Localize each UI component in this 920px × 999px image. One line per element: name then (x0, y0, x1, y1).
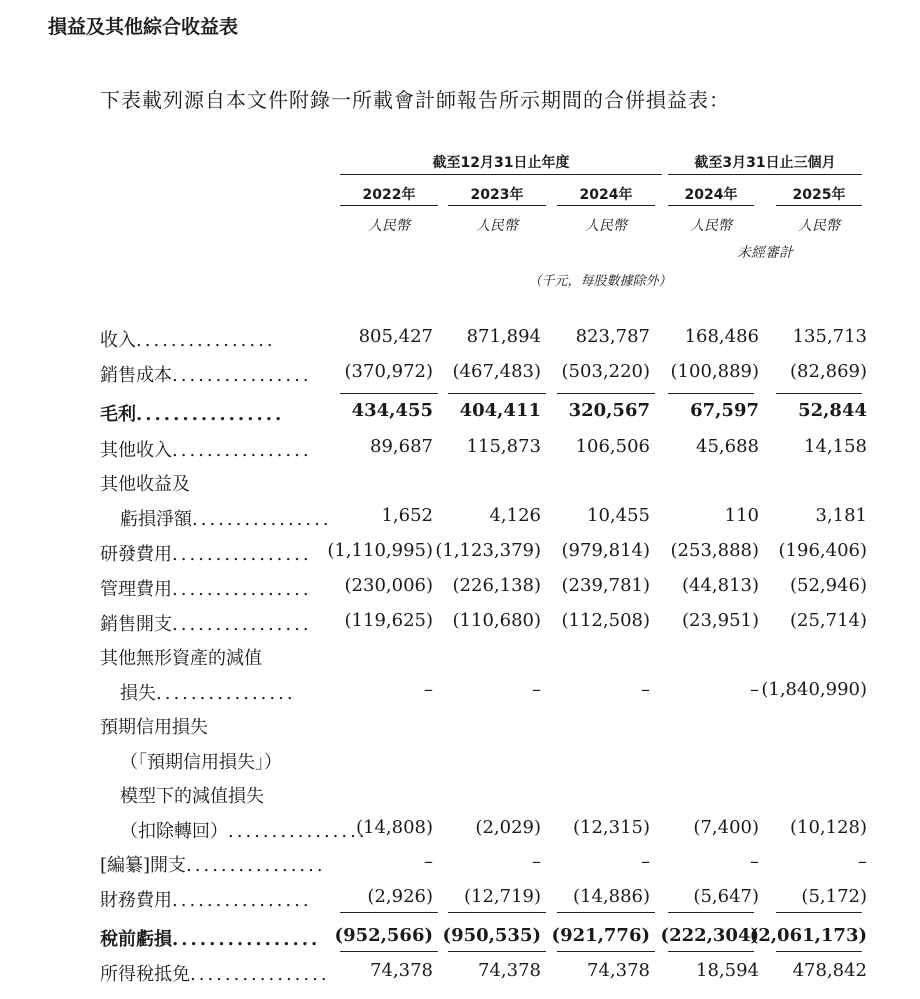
currency-label: 人民幣 (798, 218, 840, 234)
subtotal-rule (776, 912, 862, 913)
value-cell: – (641, 679, 650, 700)
value-cell: – (424, 679, 433, 700)
group-underline-years (340, 174, 662, 175)
row-label (120, 782, 315, 808)
subtotal-rule (340, 951, 438, 952)
year-header: 2023年 (470, 187, 524, 203)
row-label-text: 損失 (120, 683, 156, 704)
row-label (100, 436, 315, 462)
leader-dots: ................ (172, 440, 312, 461)
intro-text: 下表載列源自本文件附錄一所載會計師報告所示期間的合併損益表： (100, 88, 730, 112)
value-cell: (230,006) (344, 575, 433, 596)
value-cell: 168,486 (684, 326, 759, 347)
value-cell: 805,427 (358, 326, 433, 347)
subtotal-rule (340, 912, 438, 913)
value-cell: (1,840,990) (761, 679, 867, 700)
value-cell: 404,411 (459, 400, 541, 421)
value-cell: – (750, 851, 759, 872)
row-label (100, 960, 330, 986)
value-cell: (7,400) (693, 817, 759, 838)
row-label-text: 管理費用 (100, 579, 172, 600)
value-cell: (110,680) (452, 610, 541, 631)
value-cell: (2,061,173) (749, 925, 867, 946)
currency-label: 人民幣 (585, 218, 627, 234)
subtotal-rule (668, 912, 754, 913)
header-group-years: 截至12月31日止年度 (432, 155, 570, 171)
value-cell: 14,158 (804, 436, 867, 457)
value-cell: (5,172) (801, 886, 867, 907)
row-label (100, 326, 315, 352)
value-cell: 74,378 (478, 960, 541, 981)
value-cell: (82,869) (789, 361, 867, 382)
row-label (100, 575, 315, 601)
value-cell: (950,535) (442, 925, 541, 946)
value-cell: (503,220) (561, 361, 650, 382)
row-label-text: 研發費用 (100, 544, 172, 565)
row-label-text: 其他無形資產的減值 (100, 648, 262, 669)
row-label (100, 851, 326, 877)
row-label-text: [編纂]開支 (100, 855, 187, 876)
row-label (100, 610, 315, 636)
value-cell: 478,842 (792, 960, 867, 981)
leader-dots: ................ (228, 821, 368, 842)
row-label-text: 其他收入 (100, 440, 172, 461)
value-cell: (10,128) (789, 817, 867, 838)
value-cell: (14,886) (572, 886, 650, 907)
row-label (120, 505, 332, 531)
value-cell: – (750, 679, 759, 700)
value-cell: – (424, 851, 433, 872)
row-label (100, 361, 315, 387)
year-underline (668, 205, 754, 206)
value-cell: (222,304) (660, 925, 759, 946)
value-cell: 3,181 (815, 505, 867, 526)
value-cell: (12,315) (572, 817, 650, 838)
value-cell: 135,713 (792, 326, 867, 347)
row-label-text: 稅前虧損 (100, 929, 172, 950)
value-cell: (14,808) (355, 817, 433, 838)
year-header: 2022年 (362, 187, 416, 203)
unaudited-label: 未經審計 (737, 245, 793, 261)
value-cell: 115,873 (466, 436, 541, 457)
row-label-text: 所得稅抵免 (100, 964, 190, 985)
row-label (100, 470, 315, 496)
leader-dots: ................ (172, 365, 312, 386)
group-underline-quarter (668, 174, 862, 175)
leader-dots: ................ (172, 614, 312, 635)
currency-label: 人民幣 (368, 218, 410, 234)
value-cell: (467,483) (452, 361, 541, 382)
subtotal-rule (776, 951, 862, 952)
value-cell: (253,888) (670, 540, 759, 561)
page-title: 損益及其他綜合收益表 (48, 16, 239, 38)
row-label (100, 540, 315, 566)
leader-dots: ................ (186, 855, 326, 876)
value-cell: (196,406) (778, 540, 867, 561)
header-group-quarter: 截至3月31日止三個月 (694, 155, 836, 171)
value-cell: (2,029) (475, 817, 541, 838)
row-label (100, 886, 315, 912)
year-underline (448, 205, 546, 206)
value-cell: 106,506 (575, 436, 650, 457)
value-cell: (52,946) (789, 575, 867, 596)
row-label (100, 925, 321, 951)
currency-label: 人民幣 (476, 218, 518, 234)
value-cell: 110 (724, 505, 759, 526)
value-cell: (119,625) (344, 610, 433, 631)
value-cell: – (532, 851, 541, 872)
unit-note: （千元，每股數據除外） (528, 274, 672, 289)
subtotal-rule (340, 393, 438, 394)
value-cell: 89,687 (370, 436, 433, 457)
leader-dots: ................ (136, 404, 285, 425)
value-cell: (1,110,995) (327, 540, 433, 561)
subtotal-rule (557, 951, 655, 952)
currency-label: 人民幣 (690, 218, 732, 234)
value-cell: 871,894 (466, 326, 541, 347)
value-cell: – (532, 679, 541, 700)
value-cell: 18,594 (696, 960, 759, 981)
value-cell: 74,378 (587, 960, 650, 981)
value-cell: (952,566) (334, 925, 433, 946)
value-cell: (1,123,379) (435, 540, 541, 561)
value-cell: – (858, 851, 867, 872)
value-cell: (239,781) (561, 575, 650, 596)
value-cell: 434,455 (351, 400, 433, 421)
subtotal-rule (776, 393, 862, 394)
row-label-text: 虧損淨額 (120, 509, 192, 530)
year-header: 2025年 (792, 187, 846, 203)
leader-dots: ................ (156, 683, 296, 704)
value-cell: 67,597 (690, 400, 759, 421)
row-label (100, 400, 315, 426)
row-label-text: （扣除轉回） (120, 821, 228, 842)
value-cell: (44,813) (681, 575, 759, 596)
row-label-text: 銷售成本 (100, 365, 172, 386)
value-cell: 74,378 (370, 960, 433, 981)
leader-dots: ................ (192, 509, 332, 530)
year-underline (776, 205, 862, 206)
value-cell: 320,567 (568, 400, 650, 421)
year-header: 2024年 (684, 187, 738, 203)
value-cell: (23,951) (681, 610, 759, 631)
year-underline (557, 205, 655, 206)
leader-dots: ................ (172, 579, 312, 600)
leader-dots: ................ (136, 330, 276, 351)
subtotal-rule (448, 951, 546, 952)
leader-dots: ................ (172, 929, 321, 950)
row-label-text: 預期信用損失 (100, 717, 208, 738)
value-cell: – (641, 851, 650, 872)
year-header: 2024年 (579, 187, 633, 203)
value-cell: (25,714) (789, 610, 867, 631)
value-cell: 10,455 (587, 505, 650, 526)
leader-dots: ................ (172, 544, 312, 565)
leader-dots: ................ (172, 890, 312, 911)
value-cell: (2,926) (367, 886, 433, 907)
row-label (100, 644, 315, 670)
row-label-text: 模型下的減值損失 (120, 786, 264, 807)
value-cell: (921,776) (551, 925, 650, 946)
row-label (100, 713, 315, 739)
value-cell: 45,688 (696, 436, 759, 457)
value-cell: 52,844 (798, 400, 867, 421)
subtotal-rule (557, 912, 655, 913)
value-cell: 823,787 (575, 326, 650, 347)
value-cell: (370,972) (344, 361, 433, 382)
row-label-text: 收入 (100, 330, 136, 351)
subtotal-rule (668, 393, 754, 394)
row-label-text: 財務費用 (100, 890, 172, 911)
subtotal-rule (668, 951, 754, 952)
value-cell: (112,508) (561, 610, 650, 631)
leader-dots: ................ (190, 964, 330, 985)
row-label-text: （「預期信用損失」） (120, 752, 282, 773)
row-label-text: 毛利 (100, 404, 136, 425)
row-label (120, 817, 368, 843)
year-underline (340, 205, 438, 206)
value-cell: (100,889) (670, 361, 759, 382)
subtotal-rule (557, 393, 655, 394)
value-cell: 4,126 (489, 505, 541, 526)
value-cell: (979,814) (561, 540, 650, 561)
row-label-text: 其他收益及 (100, 474, 190, 495)
value-cell: (5,647) (693, 886, 759, 907)
value-cell: 1,652 (381, 505, 433, 526)
subtotal-rule (448, 393, 546, 394)
row-label (120, 679, 315, 705)
value-cell: (226,138) (452, 575, 541, 596)
value-cell: (12,719) (463, 886, 541, 907)
subtotal-rule (448, 912, 546, 913)
row-label-text: 銷售開支 (100, 614, 172, 635)
row-label (120, 748, 315, 774)
